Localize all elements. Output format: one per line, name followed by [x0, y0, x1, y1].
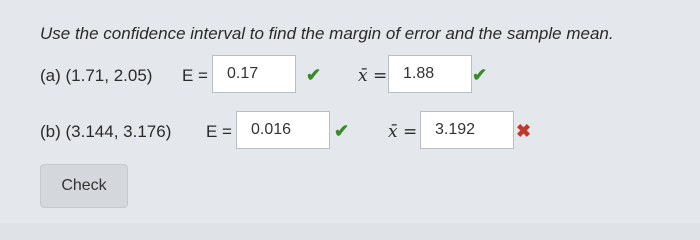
- part-b-e-check-icon: ✔: [334, 121, 350, 141]
- part-a-mean-input[interactable]: 1.88: [388, 55, 472, 93]
- part-a-label: (a) (1.71, 2.05): [40, 66, 153, 85]
- part-b-e-input[interactable]: 0.016: [236, 111, 330, 149]
- part-b-label: (b) (3.144, 3.176): [40, 122, 172, 141]
- part-b-mean-input[interactable]: 3.192: [420, 111, 514, 149]
- part-a-e-check-icon: ✔: [306, 65, 322, 85]
- part-a-e-label: E =: [182, 66, 208, 85]
- part-b-e-label: E =: [206, 122, 232, 141]
- part-a-e-input[interactable]: 0.17: [212, 55, 296, 93]
- part-a-mean-check-icon: ✔: [472, 65, 488, 85]
- check-button[interactable]: Check: [40, 164, 128, 208]
- part-b-mean-cross-icon: ✖: [516, 121, 532, 141]
- question-text: Use the confidence interval to find the margin of error and the sample mean.: [40, 24, 614, 43]
- part-a-mean-label: x̄ =: [358, 66, 388, 86]
- part-b-mean-label: x̄ =: [388, 122, 418, 142]
